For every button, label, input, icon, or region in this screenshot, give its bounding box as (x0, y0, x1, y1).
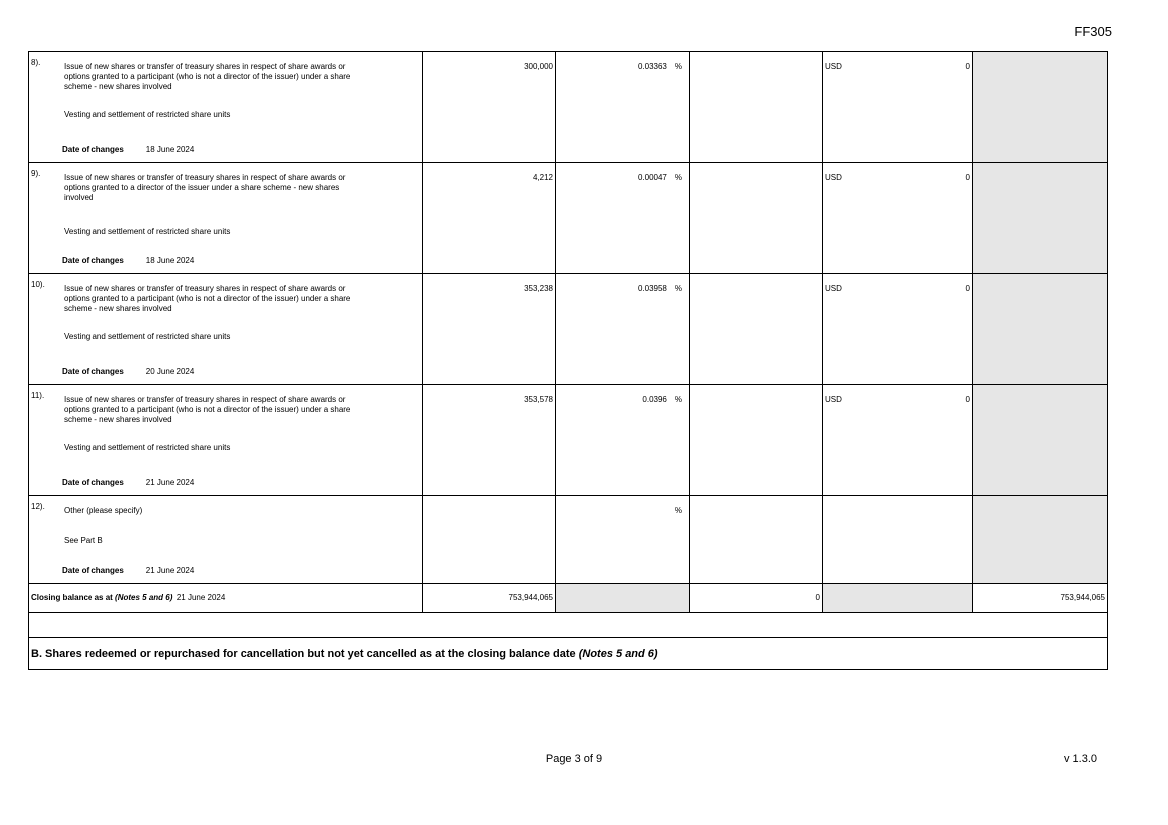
closing-balance-row (29, 584, 1108, 613)
percent-value: 0.03958 (637, 284, 667, 293)
currency: USD (825, 284, 842, 293)
price-cell (823, 385, 973, 496)
date-label: Date of changes (62, 566, 124, 575)
shares-cell: 353,578 (423, 385, 556, 496)
item-description: Issue of new shares or transfer of treasury shares in respect of share awards or options granted to a director of the issuer under a share scheme - new shares involved (64, 173, 346, 202)
price-value: 0 (965, 173, 970, 182)
percent-value: 0.03363 (637, 62, 667, 71)
version-label: v 1.3.0 (1063, 753, 1097, 765)
percent-cell (556, 274, 690, 385)
price-value: 0 (965, 62, 970, 71)
percent-value: 0.00047 (637, 173, 667, 182)
part-b-heading (29, 638, 1108, 670)
item-detail: Vesting and settlement of restricted share units (64, 227, 231, 236)
item-date (62, 145, 194, 155)
closing-notes: (Notes 5 and 6) (115, 593, 173, 602)
date-label: Date of changes (62, 145, 124, 154)
item-number: 11). (31, 391, 45, 400)
item-number: 9). (31, 169, 41, 178)
item-date (62, 478, 194, 488)
empty-cell (823, 496, 973, 584)
shares-cell: 4,212 (423, 163, 556, 274)
currency: USD (825, 395, 842, 404)
currency: USD (825, 173, 842, 182)
table-row (29, 163, 1108, 274)
item-date (62, 256, 194, 266)
shaded-cell (973, 496, 1108, 584)
item-description-cell (29, 163, 423, 274)
item-detail: Vesting and settlement of restricted share units (64, 443, 231, 452)
shaded-cell (973, 385, 1108, 496)
item-description-cell (29, 274, 423, 385)
page-number: Page 3 of 9 (545, 753, 603, 765)
shares-cell: 353,238 (423, 274, 556, 385)
empty-cell (690, 385, 823, 496)
table-row (29, 385, 1108, 496)
percent-value: 0.0396 (642, 395, 667, 404)
percent-symbol: % (674, 506, 682, 515)
item-description-cell (29, 496, 423, 584)
percent-cell (556, 385, 690, 496)
shaded-cell (973, 52, 1108, 163)
item-detail: See Part B (64, 536, 103, 545)
item-number: 10). (31, 280, 45, 289)
currency: USD (825, 62, 842, 71)
blank-row (29, 613, 1108, 638)
empty-cell (690, 163, 823, 274)
item-description: Issue of new shares or transfer of treasury shares in respect of share awards or options granted to a participant (who is not a director of the issuer) under a share scheme - new shares involved (64, 284, 351, 313)
share-changes-table (28, 51, 1108, 670)
table-row (29, 274, 1108, 385)
item-detail: Vesting and settlement of restricted share units (64, 332, 231, 341)
date-label: Date of changes (62, 367, 124, 376)
price-cell (823, 163, 973, 274)
empty-cell (690, 52, 823, 163)
empty-cell (690, 274, 823, 385)
percent-symbol: % (674, 395, 682, 404)
part-b-notes: (Notes 5 and 6) (578, 647, 658, 660)
closing-balance-label (29, 584, 423, 613)
item-description: Issue of new shares or transfer of treasury shares in respect of share awards or options granted to a participant (who is not a director of the issuer) under a share scheme - new shares involved (64, 395, 351, 424)
date-label: Date of changes (62, 256, 124, 265)
percent-symbol: % (674, 62, 682, 71)
item-date (62, 566, 194, 576)
price-cell (823, 52, 973, 163)
percent-cell (556, 496, 690, 584)
shaded-cell (556, 584, 690, 613)
closing-date: 21 June 2024 (176, 593, 226, 602)
percent-cell (556, 163, 690, 274)
price-value: 0 (965, 284, 970, 293)
closing-total: 753,944,065 (973, 584, 1108, 613)
closing-treasury: 0 (690, 584, 823, 613)
item-description: Issue of new shares or transfer of treasury shares in respect of share awards or options granted to a participant (who is not a director of the issuer) under a share scheme - new shares involved (64, 62, 351, 91)
price-value: 0 (965, 395, 970, 404)
price-cell (823, 274, 973, 385)
shaded-cell (823, 584, 973, 613)
part-b-title: B. Shares redeemed or repurchased for cancellation but not yet cancelled as at the closing balance date (31, 647, 576, 660)
shares-cell: 300,000 (423, 52, 556, 163)
shaded-cell (973, 163, 1108, 274)
date-value: 20 June 2024 (145, 367, 195, 376)
shaded-cell (973, 274, 1108, 385)
table-row (29, 52, 1108, 163)
item-number: 8). (31, 58, 41, 67)
form-code: FF305 (1074, 24, 1112, 39)
item-description: Other (please specify) (64, 506, 143, 515)
percent-symbol: % (674, 173, 682, 182)
part-b-row (29, 638, 1108, 670)
item-detail: Vesting and settlement of restricted share units (64, 110, 231, 119)
item-number: 12). (31, 502, 45, 511)
percent-symbol: % (674, 284, 682, 293)
table-row (29, 496, 1108, 584)
date-label: Date of changes (62, 478, 124, 487)
shares-cell (423, 496, 556, 584)
item-date (62, 367, 194, 377)
closing-shares: 753,944,065 (423, 584, 556, 613)
item-description-cell (29, 385, 423, 496)
blank-cell (29, 613, 1108, 638)
date-value: 21 June 2024 (145, 478, 195, 487)
empty-cell (690, 496, 823, 584)
date-value: 21 June 2024 (145, 566, 195, 575)
item-description-cell (29, 52, 423, 163)
percent-cell (556, 52, 690, 163)
date-value: 18 June 2024 (145, 256, 195, 265)
closing-label: Closing balance as at (31, 593, 113, 602)
date-value: 18 June 2024 (145, 145, 195, 154)
